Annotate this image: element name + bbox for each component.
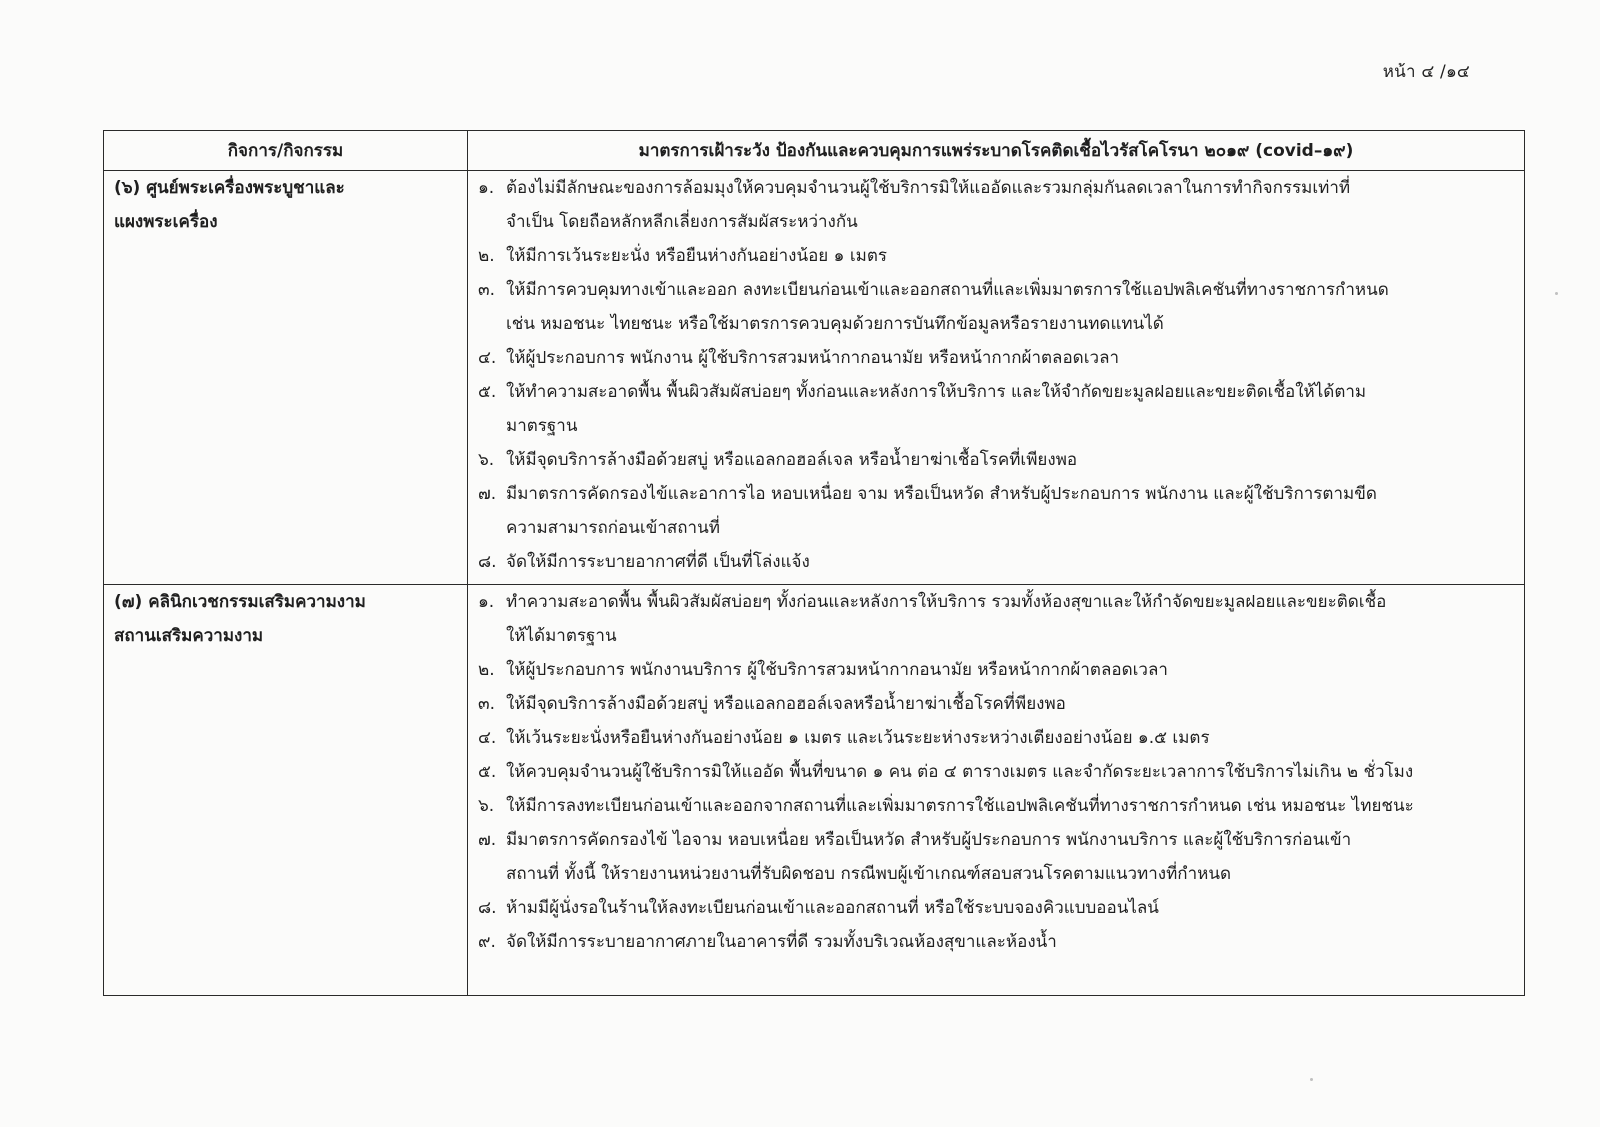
measure-item: [478, 755, 1516, 789]
measure-text: [506, 171, 1516, 239]
measure-number: ๗.: [478, 830, 497, 850]
activity-name-line: (๖) ศูนย์พระเครื่องพระบูชาและ: [114, 178, 345, 198]
table-row: [104, 171, 1525, 585]
measure-item: [478, 891, 1516, 925]
scan-speck: [1555, 292, 1558, 295]
measure-item: [478, 477, 1516, 545]
measure-text-line: จัดให้มีการระบายอากาศที่ดี เป็นที่โล่งแจ้ง: [506, 552, 810, 572]
measure-item: [478, 925, 1516, 959]
activity-cell: [104, 585, 468, 996]
header-activity: กิจการ/กิจกรรม: [104, 131, 468, 171]
covid-measures-table: [103, 130, 1525, 996]
table-row: [104, 585, 1525, 996]
measure-item: [478, 443, 1516, 477]
measure-text: [506, 273, 1516, 341]
measure-item: [478, 239, 1516, 273]
measure-text-line: ความสามารถก่อนเข้าสถานที่: [506, 518, 720, 538]
activity-name-line: สถานเสริมความงาม: [114, 626, 264, 646]
measure-text-line: สถานที่ ทั้งนี้ ให้รายงานหน่วยงานที่รับผิดชอบ กรณีพบผู้เข้าเกณฑ์สอบสวนโรคตามแนวทางที่กำหนด: [506, 864, 1232, 884]
measure-text-line: ให้ทำความสะอาดพื้น พื้นผิวสัมผัสบ่อยๆ ทั้งก่อนและหลังการให้บริการ และให้จำกัดขยะมูลฝอยและขยะติดเชื้อให้ได้ตาม: [506, 382, 1367, 402]
measure-number: ๔.: [478, 728, 497, 748]
activity-name-line: แผงพระเครื่อง: [114, 212, 218, 232]
header-measures: มาตรการเฝ้าระวัง ป้องกันและควบคุมการแพร่ระบาดโรคติดเชื้อไวรัสโคโรนา ๒๐๑๙ (covid–๑๙): [468, 131, 1525, 171]
measure-text: [506, 891, 1516, 925]
measure-text-line: จัดให้มีการระบายอากาศภายในอาคารที่ดี รวมทั้งบริเวณห้องสุขาและห้องน้ำ: [506, 932, 1057, 952]
measure-number: ๙.: [478, 932, 496, 952]
measure-item: [478, 341, 1516, 375]
measure-text-line: ให้ผู้ประกอบการ พนักงาน ผู้ใช้บริการสวมหน้ากากอนามัย หรือหน้ากากผ้าตลอดเวลา: [506, 348, 1120, 368]
measure-number: ๓.: [478, 694, 496, 714]
measure-text-line: ต้องไม่มีลักษณะของการล้อมมุงให้ควบคุมจำนวนผู้ใช้บริการมิให้แออัดและรวมกลุ่มกันลดเวลาในการทำกิจกรรมเท่าที่: [506, 178, 1351, 198]
measure-text-line: จำเป็น โดยถือหลักหลีกเลี่ยงการสัมผัสระหว่างกัน: [506, 212, 858, 232]
measure-text-line: ให้เว้นระยะนั่งหรือยืนห่างกันอย่างน้อย ๑ เมตร และเว้นระยะห่างระหว่างเตียงอย่างน้อย ๑.๕ เมตร: [506, 728, 1210, 748]
activity-cell: [104, 171, 468, 585]
measure-number: ๔.: [478, 348, 497, 368]
measure-text: [506, 925, 1516, 959]
measure-number: ๘.: [478, 552, 497, 572]
measure-item: [478, 375, 1516, 443]
measure-text-line: เช่น หมอชนะ ไทยชนะ หรือใช้มาตรการควบคุมด้วยการบันทึกข้อมูลหรือรายงานทดแทนได้: [506, 314, 1164, 334]
table-header-row: [104, 131, 1525, 171]
measure-item: [478, 653, 1516, 687]
measure-item: [478, 687, 1516, 721]
measure-text: [506, 545, 1516, 579]
measure-number: ๘.: [478, 898, 497, 918]
measure-text: [506, 585, 1516, 653]
measure-text: [506, 755, 1516, 789]
measure-text-line: มาตรฐาน: [506, 416, 578, 436]
measure-number: ๒.: [478, 660, 495, 680]
measure-number: ๓.: [478, 280, 496, 300]
measures-cell: [468, 171, 1525, 585]
measure-number: ๖.: [478, 796, 495, 816]
measure-text-line: ให้มีจุดบริการล้างมือด้วยสบู่ หรือแอลกอฮอล์เจล หรือน้ำยาฆ่าเชื้อโรคที่เพียงพอ: [506, 450, 1078, 470]
measure-text-line: ให้มีจุดบริการล้างมือด้วยสบู่ หรือแอลกอฮอล์เจลหรือน้ำยาฆ่าเชื้อโรคที่พียงพอ: [506, 694, 1066, 714]
measure-text-line: ทำความสะอาดพื้น พื้นผิวสัมผัสบ่อยๆ ทั้งก่อนและหลังการให้บริการ รวมทั้งห้องสุขาและให้กำจัดขยะมูลฝอยและขยะติดเชื้อ: [506, 592, 1387, 612]
measure-number: ๕.: [478, 382, 497, 402]
measure-text: [506, 239, 1516, 273]
activity-name-line: (๗) คลินิกเวชกรรมเสริมความงาม: [114, 592, 366, 612]
measure-text: [506, 687, 1516, 721]
measure-number: ๒.: [478, 246, 495, 266]
scan-speck: [1310, 1078, 1313, 1081]
measure-item: [478, 823, 1516, 891]
measure-number: ๖.: [478, 450, 495, 470]
measure-text: [506, 443, 1516, 477]
measure-text: [506, 341, 1516, 375]
measure-number: ๗.: [478, 484, 497, 504]
measure-item: [478, 789, 1516, 823]
measure-item: [478, 545, 1516, 579]
measure-text-line: ให้มีการเว้นระยะนั่ง หรือยืนห่างกันอย่างน้อย ๑ เมตร: [506, 246, 888, 266]
measure-text-line: ให้ควบคุมจำนวนผู้ใช้บริการมิให้แออัด พื้นที่ขนาด ๑ คน ต่อ ๔ ตารางเมตร และจำกัดระยะเวลาการใช้บริการไม่เกิน ๒ ชั่วโมง: [506, 762, 1414, 782]
measure-text-line: มีมาตรการคัดกรองไข้และอาการไอ หอบเหนื่อย จาม หรือเป็นหวัด สำหรับผู้ประกอบการ พนักงาน และผู้ใช้บริการตามขีด: [506, 484, 1377, 504]
measure-item: [478, 585, 1516, 653]
measure-number: ๑.: [478, 178, 495, 198]
measure-item: [478, 171, 1516, 239]
measure-item: [478, 273, 1516, 341]
measure-number: ๑.: [478, 592, 495, 612]
page-number: หน้า ๔ /๑๔: [1382, 62, 1470, 82]
measure-text-line: ให้ได้มาตรฐาน: [506, 626, 617, 646]
measure-text-line: มีมาตรการคัดกรองไข้ ไอจาม หอบเหนื่อย หรือเป็นหวัด สำหรับผู้ประกอบการ พนักงานบริการ และผู้ใช้บริการก่อนเข้า: [506, 830, 1352, 850]
measure-text-line: ให้มีการลงทะเบียนก่อนเข้าและออกจากสถานที่และเพิ่มมาตรการใช้แอปพลิเคชันที่ทางราชการกำหนด เช่น หมอชนะ ไทยชนะ: [506, 796, 1414, 816]
measure-text: [506, 653, 1516, 687]
measure-text: [506, 477, 1516, 545]
measures-cell: [468, 585, 1525, 996]
measure-text: [506, 721, 1516, 755]
measure-text-line: ให้มีการควบคุมทางเข้าและออก ลงทะเบียนก่อนเข้าและออกสถานที่และเพิ่มมาตรการใช้แอปพลิเคชันที่ทางราชการกำหนด: [506, 280, 1389, 300]
measure-text: [506, 375, 1516, 443]
measure-text-line: ให้ผู้ประกอบการ พนักงานบริการ ผู้ใช้บริการสวมหน้ากากอนามัย หรือหน้ากากผ้าตลอดเวลา: [506, 660, 1168, 680]
measure-number: ๕.: [478, 762, 497, 782]
measure-item: [478, 721, 1516, 755]
measure-text: [506, 789, 1516, 823]
measure-text: [506, 823, 1516, 891]
measure-text-line: ห้ามมีผู้นั่งรอในร้านให้ลงทะเบียนก่อนเข้าและออกสถานที่ หรือใช้ระบบจองคิวแบบออนไลน์: [506, 898, 1159, 918]
